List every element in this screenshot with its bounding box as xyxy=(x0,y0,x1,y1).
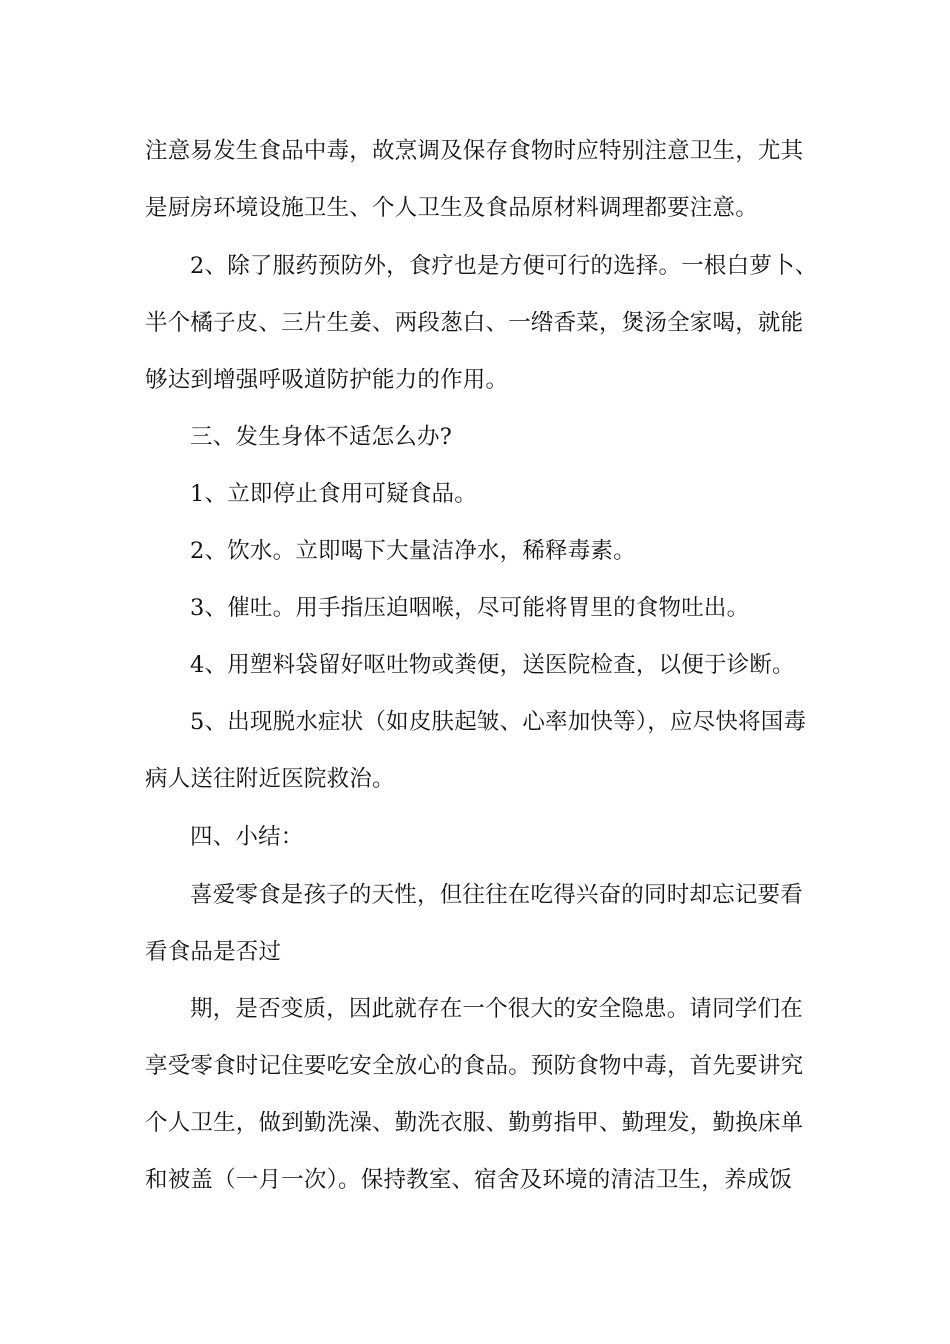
text-line: 够达到增强呼吸道防护能力的作用。 xyxy=(145,367,509,393)
list-item: 1、立即停止食用可疑食品。 xyxy=(190,481,477,507)
text-line: 病人送往附近医院救治。 xyxy=(145,766,395,792)
list-item: 5、出现脱水症状（如皮肤起皱、心率加快等），应尽快将国毒 xyxy=(190,709,807,735)
list-item: 2、饮水。立即喝下大量洁净水，稀释毒素。 xyxy=(190,538,636,564)
paragraph-line: 2、除了服药预防外，食疗也是方便可行的选择。一根白萝卜、 xyxy=(190,253,818,279)
text-line: 是厨房环境设施卫生、个人卫生及食品原材料调理都要注意。 xyxy=(145,195,758,221)
text-line: 个人卫生，做到勤洗澡、勤洗衣服、勤剪指甲、勤理发，勤换床单 xyxy=(145,1110,804,1136)
text-line: 看食品是否过 xyxy=(145,939,282,965)
section-heading: 四、小结： xyxy=(190,824,304,850)
text-line: 享受零食时记住要吃安全放心的食品。预防食物中毒，首先要讲究 xyxy=(145,1053,804,1079)
section-heading: 三、发生身体不适怎么办? xyxy=(190,424,452,450)
list-item: 4、用塑料袋留好呕吐物或粪便，送医院检查，以便于诊断。 xyxy=(190,652,795,678)
text-line: 和被盖（一月一次）。保持教室、宿舍及环境的清洁卫生，养成饭 xyxy=(145,1167,793,1193)
text-line: 注意易发生食品中毒，故烹调及保存食物时应特别注意卫生，尤其 xyxy=(145,138,804,164)
paragraph-line: 喜爱零食是孩子的天性，但往往在吃得兴奋的同时却忘记要看 xyxy=(190,882,803,908)
paragraph-line: 期，是否变质，因此就存在一个很大的安全隐患。请同学们在 xyxy=(190,996,803,1022)
list-item: 3、催吐。用手指压迫咽喉，尽可能将胃里的食物吐出。 xyxy=(190,595,750,621)
text-line: 半个橘子皮、三片生姜、两段葱白、一绺香菜，煲汤全家喝，就能 xyxy=(145,310,804,336)
